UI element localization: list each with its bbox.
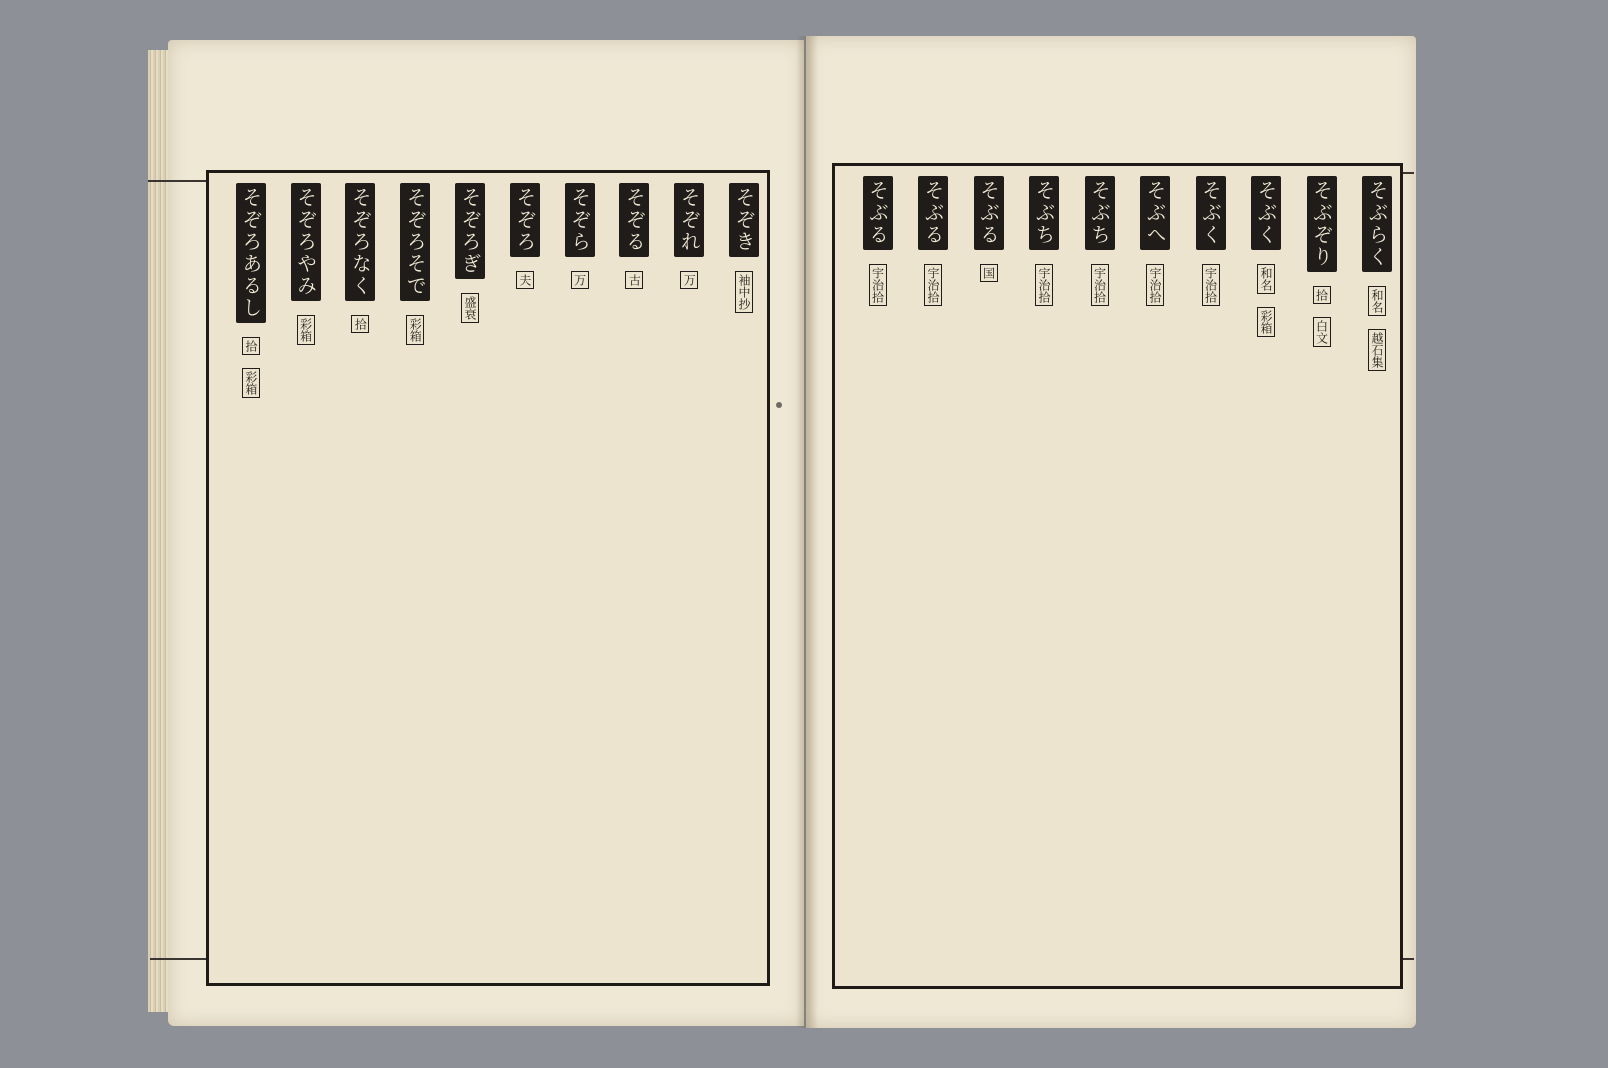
book-spine	[796, 36, 818, 1028]
dictionary-entry	[899, 176, 949, 976]
source-tag: 夫	[516, 271, 534, 289]
source-tag: 万	[680, 271, 698, 289]
headword: そぞき	[729, 183, 759, 257]
headword: そぶち	[1085, 176, 1115, 250]
headword: そぶらく	[1362, 176, 1392, 272]
dictionary-entry	[655, 183, 704, 973]
headword: そぞろぎ	[455, 183, 485, 279]
dictionary-entry	[601, 183, 650, 973]
dictionary-entry	[436, 183, 485, 973]
binding-thread-top-left	[148, 180, 206, 182]
source-tag: 拾	[1313, 286, 1331, 304]
dictionary-entry	[1287, 176, 1337, 976]
headword: そぶぞり	[1307, 176, 1337, 272]
dictionary-entry	[1343, 176, 1393, 976]
dictionary-entry	[954, 176, 1004, 976]
dictionary-entry	[1010, 176, 1060, 976]
dictionary-entry	[1121, 176, 1171, 976]
source-tag: 彩箱	[406, 315, 424, 345]
headword: そぶる	[863, 176, 893, 250]
source-tag: 宇治拾	[1146, 264, 1164, 306]
dictionary-entry	[1176, 176, 1226, 976]
left-columns	[217, 183, 759, 973]
dictionary-entry	[491, 183, 540, 973]
headword: そぞろ	[510, 183, 540, 257]
dictionary-entry	[217, 183, 266, 973]
source-tag: 宇治拾	[924, 264, 942, 306]
source-tag: 盛衰	[461, 293, 479, 323]
dictionary-entry	[381, 183, 430, 973]
source-tag: 白文	[1313, 317, 1331, 347]
source-tag: 古	[625, 271, 643, 289]
headword: そぞれ	[674, 183, 704, 257]
headword: そぶく	[1251, 176, 1281, 250]
dictionary-entry	[327, 183, 376, 973]
dictionary-entry	[1232, 176, 1282, 976]
right-columns	[843, 176, 1392, 976]
source-tag: 宇治拾	[1091, 264, 1109, 306]
source-tag: 拾	[242, 337, 260, 355]
left-text-frame	[206, 170, 770, 986]
headword: そぞろやみ	[291, 183, 321, 301]
source-tag: 万	[571, 271, 589, 289]
dictionary-entry	[710, 183, 759, 973]
source-tag: 和名	[1368, 286, 1386, 316]
headword: そぞる	[619, 183, 649, 257]
dictionary-entry	[546, 183, 595, 973]
headword: そぶる	[918, 176, 948, 250]
source-tag: 国	[980, 264, 998, 282]
headword: そぞろそで	[400, 183, 430, 301]
stitch-hole	[776, 402, 782, 408]
headword: そぶち	[1029, 176, 1059, 250]
source-tag: 宇治拾	[1202, 264, 1220, 306]
source-tag: 拾	[351, 315, 369, 333]
source-tag: 彩箱	[1257, 307, 1275, 337]
source-tag: 袖中抄	[735, 271, 753, 313]
headword: そぶへ	[1140, 176, 1170, 250]
headword: そぶく	[1196, 176, 1226, 250]
headword: そぞろあるし	[236, 183, 266, 323]
source-tag: 彩箱	[242, 368, 260, 398]
dictionary-entry	[843, 176, 893, 976]
source-tag: 彩箱	[297, 315, 315, 345]
source-tag: 和名	[1257, 264, 1275, 294]
source-tag: 宇治拾	[1035, 264, 1053, 306]
dictionary-entry	[272, 183, 321, 973]
dictionary-entry	[1065, 176, 1115, 976]
source-tag: 越石集	[1368, 329, 1386, 371]
headword: そぶる	[974, 176, 1004, 250]
source-tag: 宇治拾	[869, 264, 887, 306]
headword: そぞら	[565, 183, 595, 257]
headword: そぞろなく	[345, 183, 375, 301]
right-text-frame	[832, 163, 1403, 989]
binding-thread-bottom-left	[150, 958, 206, 960]
